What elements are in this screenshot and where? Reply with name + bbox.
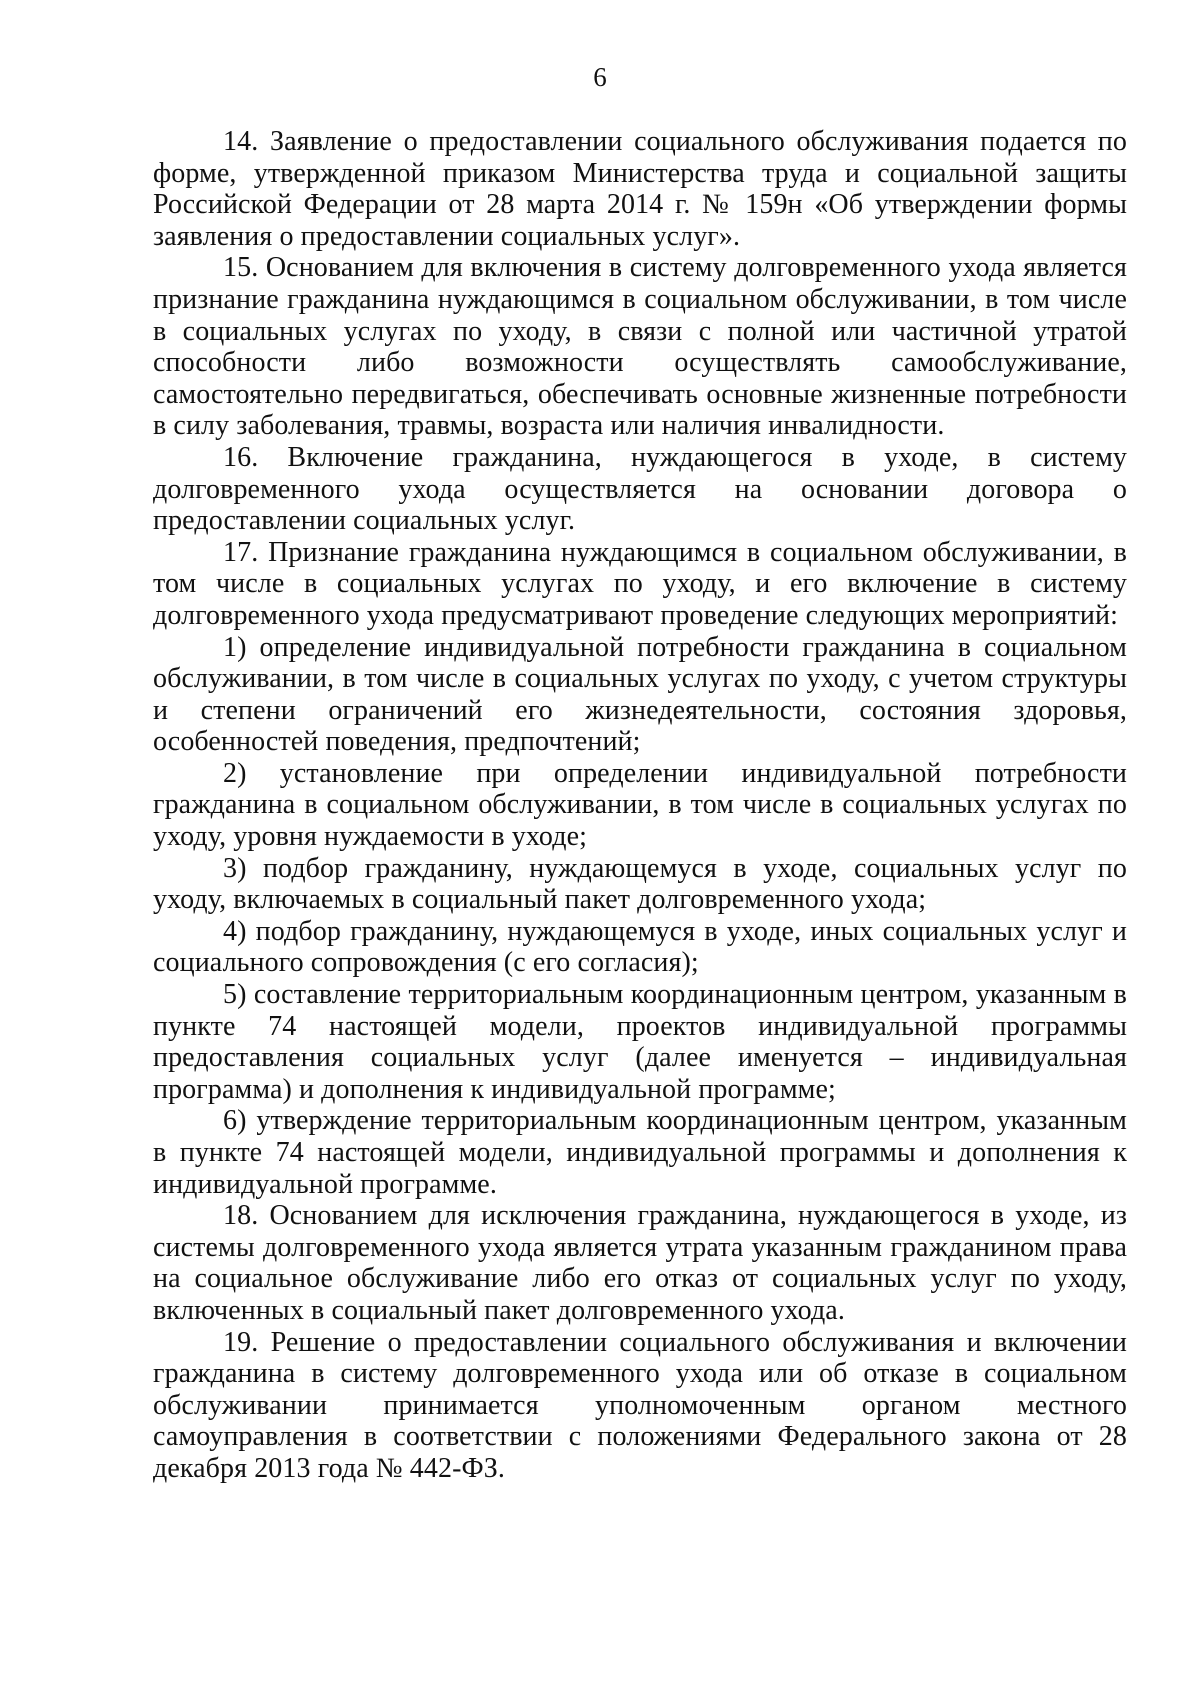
list-item-6: 6) утверждение территориальным координационным центром, указанным в пункте 74 настоящей модели, индивидуальной программы и дополнения к индивидуальной программе. (153, 1105, 1127, 1200)
paragraph-17: 17. Признание гражданина нуждающимся в социальном обслуживании, в том числе в социальных услугах по уходу, и его включение в систему долговременного ухода предусматривают проведение следующих мероприятий: (153, 536, 1127, 631)
list-item-4: 4) подбор гражданину, нуждающемуся в уходе, иных социальных услуг и социального сопровождения (с его согласия); (153, 915, 1127, 979)
paragraph-16: 16. Включение гражданина, нуждающегося в уходе, в систему долговременного ухода осуществляется на основании договора о предоставлении социальных услуг. (153, 441, 1127, 537)
list-item-3: 3) подбор гражданину, нуждающемуся в уходе, социальных услуг по уходу, включаемых в социальный пакет долговременного ухода; (153, 852, 1127, 916)
paragraph-18: 18. Основанием для исключения гражданина, нуждающегося в уходе, из системы долговременного ухода является утрата указанным гражданином права на социальное обслуживание либо его отказ от социальных услуг по уходу, включенных в социальный пакет долговременного ухода. (153, 1200, 1127, 1326)
list-item-1: 1) определение индивидуальной потребности гражданина в социальном обслуживании, в том числе в социальных услугах по уходу, с учетом структуры и степени ограничений его жизнедеятельности, состояния здоровья, особенностей поведения, предпочтений; (153, 631, 1127, 758)
list-item-5: 5) составление территориальным координационным центром, указанным в пункте 74 настоящей модели, проектов индивидуальной программы предоставления социальных услуг (далее именуется – индивидуальная программа) и дополнения к индивидуальной программе; (153, 979, 1127, 1105)
list-item-2: 2) установление при определении индивидуальной потребности гражданина в социальном обслуживании, в том числе в социальных услугах по уходу, уровня нуждаемости в уходе; (153, 757, 1127, 853)
page-number: 6 (593, 62, 607, 92)
document-body (153, 126, 1127, 1485)
paragraph-19: 19. Решение о предоставлении социального обслуживания и включении гражданина в систему долговременного ухода или об отказе в социальном обслуживании принимается уполномоченным органом местного самоуправления в соответствии с положениями Федерального закона от 28 декабря 2013 года № 442-ФЗ. (153, 1326, 1127, 1484)
paragraph-14: 14. Заявление о предоставлении социального обслуживания подается по форме, утвержденной приказом Министерства труда и социальной защиты Российской Федерации от 28 марта 2014 г. № 159н «Об утверждении формы заявления о предоставлении социальных услуг». (153, 126, 1127, 252)
paragraph-15: 15. Основанием для включения в систему долговременного ухода является признание гражданина нуждающимся в социальном обслуживании, в том числе в социальных услугах по уходу, в связи с полной или частичной утратой способности либо возможности осуществлять самообслуживание, самостоятельно передвигаться, обеспечивать основные жизненные потребности в силу заболевания, травмы, возраста или наличия инвалидности. (153, 252, 1127, 442)
